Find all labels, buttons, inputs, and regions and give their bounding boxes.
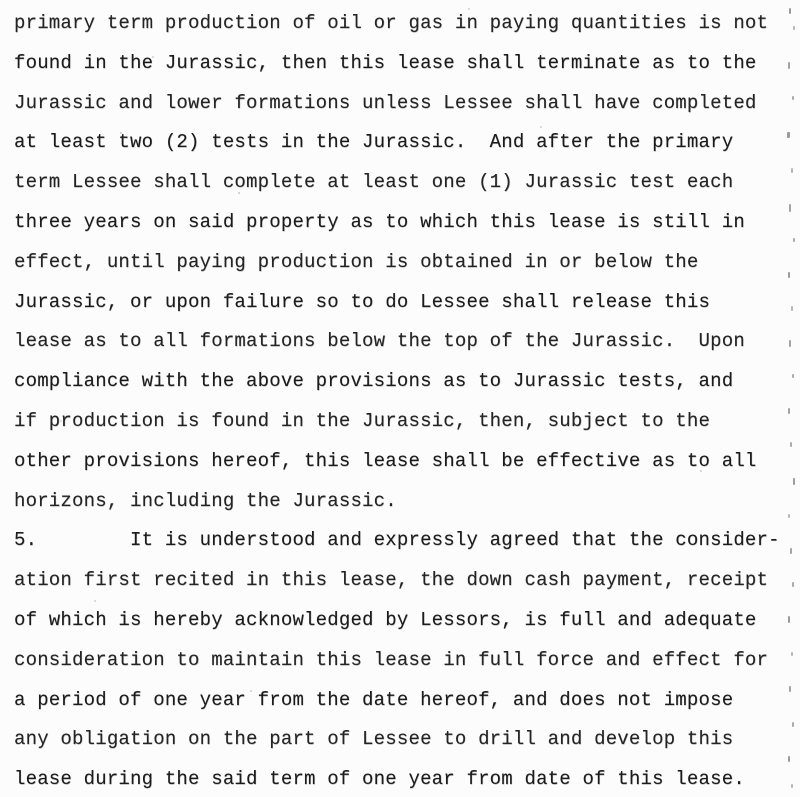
text-line: ation first recited in this lease, the down cash payment, receipt xyxy=(14,569,769,592)
text-line: if production is found in the Jurassic, then, subject to the xyxy=(14,409,711,432)
scan-dot xyxy=(430,576,432,578)
edge-speck xyxy=(787,132,790,138)
edge-speck xyxy=(793,26,795,30)
text-line: term Lessee shall complete at least one (1) Jurassic test each xyxy=(14,171,734,194)
text-line: primary term production of oil or gas in paying quantities is not xyxy=(14,12,769,34)
edge-speck xyxy=(793,478,795,485)
text-line: any obligation on the part of Lessee to drill and develop this xyxy=(14,728,734,751)
edge-speck xyxy=(789,204,791,212)
text-line: horizons, including the Jurassic. xyxy=(14,489,397,512)
scan-dot xyxy=(300,250,302,252)
text-line: found in the Jurassic, then this lease shall terminate as to the xyxy=(14,51,757,74)
document-text xyxy=(14,4,800,797)
edge-speck xyxy=(790,442,792,447)
scan-dot xyxy=(250,690,252,692)
text-line: a period of one year from the date hereof, and does not impose xyxy=(14,688,734,711)
edge-speck xyxy=(791,306,793,311)
edge-speck xyxy=(791,784,793,788)
edge-speck xyxy=(791,652,793,656)
text-line: compliance with the above provisions as to Jurassic tests, and xyxy=(14,370,734,393)
scan-dot xyxy=(700,470,702,472)
text-line: Jurassic, or upon failure so to do Lessee shall release this xyxy=(14,290,711,313)
edge-speck xyxy=(792,722,794,727)
edge-speck xyxy=(790,548,792,554)
text-line: lease during the said term of one year from date of this lease. xyxy=(14,768,745,791)
edge-speck xyxy=(788,408,790,414)
text-line: of which is hereby acknowledged by Lessors, is full and adequate xyxy=(14,608,757,631)
edge-speck xyxy=(789,686,791,692)
text-line: consideration to maintain this lease in full force and effect for xyxy=(14,648,769,671)
edge-speck xyxy=(791,168,793,173)
edge-speck xyxy=(788,62,790,69)
scan-dot xyxy=(120,132,122,134)
scan-dot xyxy=(540,126,542,128)
edge-speck xyxy=(788,756,790,762)
edge-speck xyxy=(792,582,794,587)
edge-speck xyxy=(792,374,794,378)
edge-speck xyxy=(793,238,795,242)
text-line: Jurassic and lower formations unless Lessee shall have completed xyxy=(14,91,757,114)
text-line: 5. It is understood and expressly agreed that the consider- xyxy=(14,529,780,552)
edge-speck xyxy=(788,272,790,278)
scan-dot xyxy=(94,600,96,602)
text-line: lease as to all formations below the top of the Jurassic. Upon xyxy=(14,330,745,353)
edge-speck xyxy=(792,96,794,100)
text-line: three years on said property as to which this lease is still in xyxy=(14,210,745,233)
edge-speck xyxy=(788,514,790,518)
edge-speck xyxy=(788,616,790,623)
edge-speck xyxy=(789,340,791,347)
edge-speck xyxy=(789,8,791,14)
scan-dot xyxy=(60,420,62,422)
text-line: at least two (2) tests in the Jurassic. And after the primary xyxy=(14,131,734,154)
scan-dot xyxy=(468,8,470,10)
scan-dot xyxy=(152,56,154,58)
text-line: effect, until paying production is obtained in or below the xyxy=(14,250,699,273)
scan-dot xyxy=(608,344,610,346)
scan-dot xyxy=(238,192,240,194)
text-line: other provisions hereof, this lease shall be effective as to all xyxy=(14,449,757,472)
